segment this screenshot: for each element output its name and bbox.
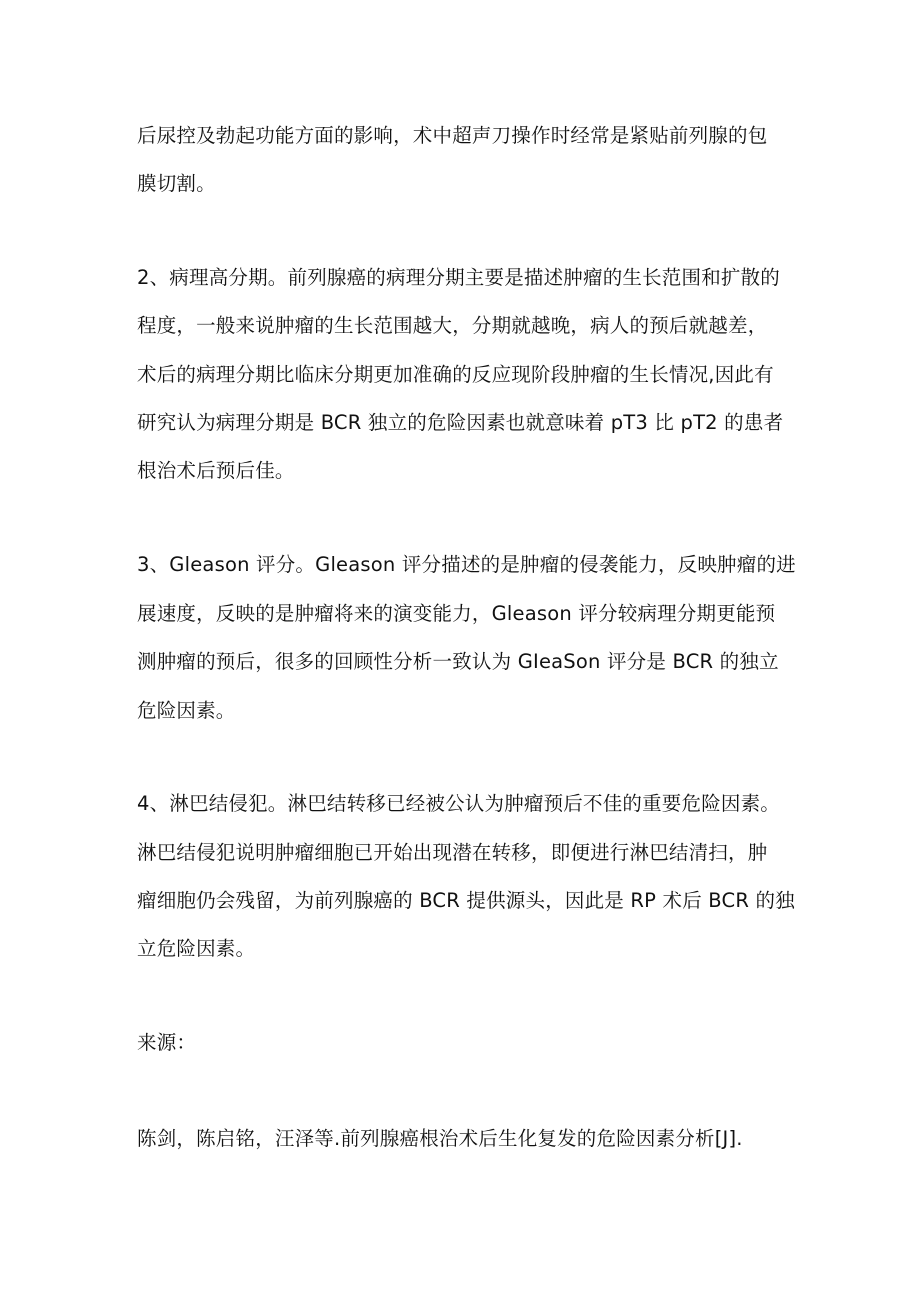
text-line: 膜切割。 <box>137 172 216 195</box>
text-line: 术后的病理分期比临床分期更加准确的反应现阶段肿瘤的生长情况,因此有 <box>137 363 774 386</box>
text-line: 淋巴结侵犯说明肿瘤细胞已开始出现潜在转移，即便进行淋巴结清扫，肿 <box>137 841 768 864</box>
text-line: 立危险因素。 <box>137 937 256 960</box>
text-line: 危险因素。 <box>137 699 236 722</box>
text-line: 瘤细胞仍会残留，为前列腺癌的 BCR 提供源头，因此是 RP 术后 BCR 的独 <box>137 889 795 912</box>
text-line: 根治术后预后佳。 <box>137 459 295 482</box>
text-line: 研究认为病理分期是 BCR 独立的危险因素也就意味着 pT3 比 pT2 的患者 <box>137 411 784 434</box>
citation-text: 陈剑，陈启铭，汪泽等.前列腺癌根治术后生化复发的危险因素分析[J]. <box>137 1127 743 1150</box>
text-line: 3、Gleason 评分。Gleason 评分描述的是肿瘤的侵袭能力，反映肿瘤的进 <box>137 553 796 576</box>
text-line: 2、病理高分期。前列腺癌的病理分期主要是描述肿瘤的生长范围和扩散的 <box>137 266 781 289</box>
text-line: 后尿控及勃起功能方面的影响，术中超声刀操作时经常是紧贴前列腺的包 <box>137 124 768 147</box>
source-label: 来源： <box>137 1031 197 1054</box>
text-line: 测肿瘤的预后，很多的回顾性分析一致认为 GIeaSon 评分是 BCR 的独立 <box>137 650 779 673</box>
text-line: 程度，一般来说肿瘤的生长范围越大，分期就越晚，病人的预后就越差， <box>137 314 768 337</box>
text-line: 展速度，反映的是肿瘤将来的演变能力，Gleason 评分较病理分期更能预 <box>137 602 776 625</box>
text-line: 4、淋巴结侵犯。淋巴结转移已经被公认为肿瘤预后不佳的重要危险因素。 <box>137 792 781 815</box>
